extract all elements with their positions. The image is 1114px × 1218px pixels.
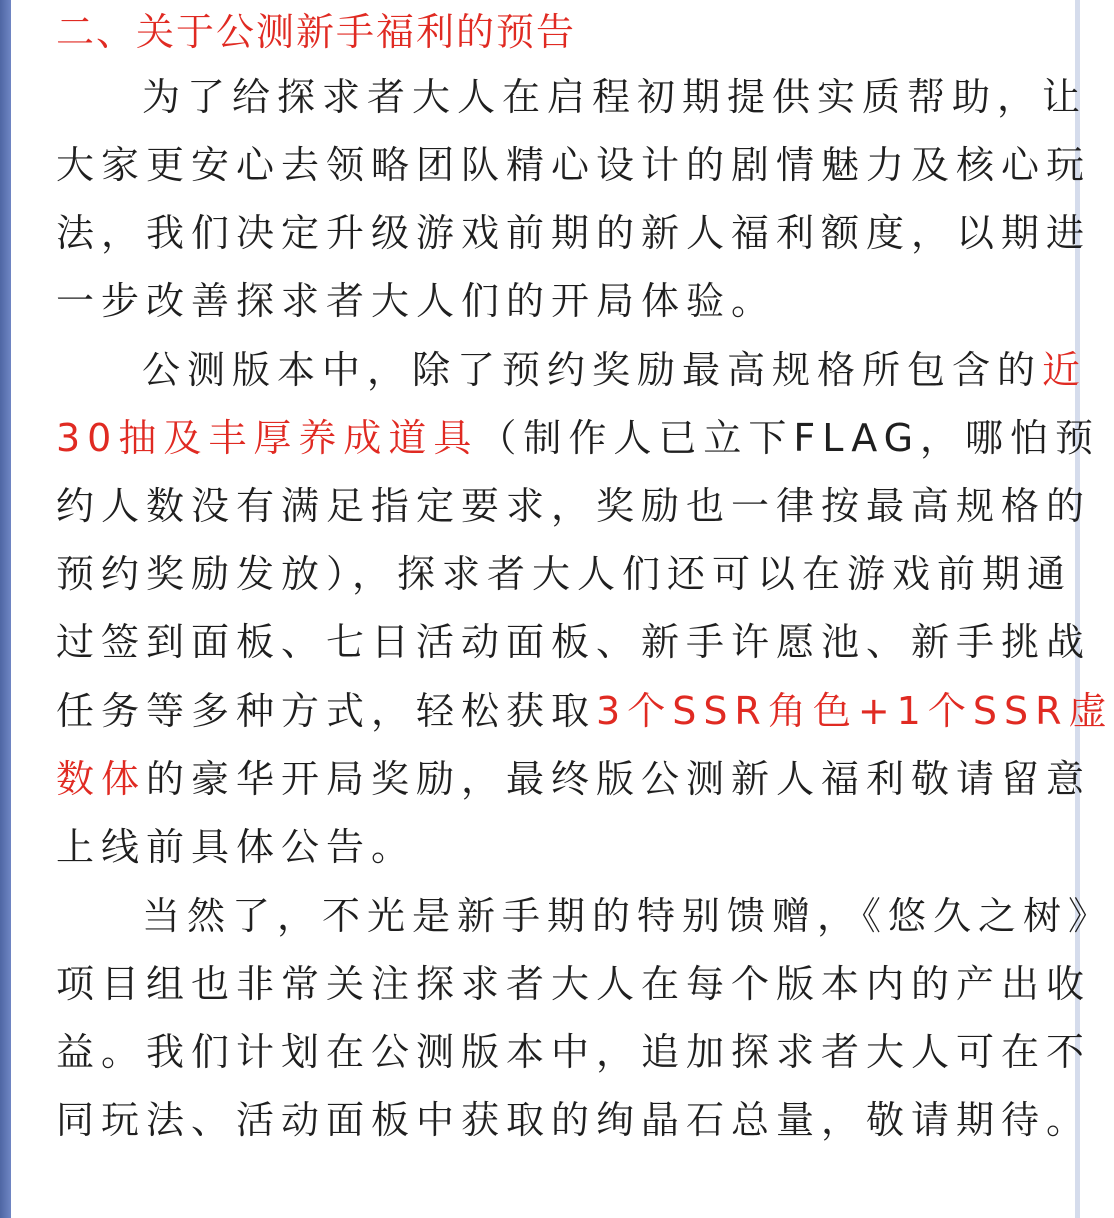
paragraph-2-line-2-text: （制作人已立下FLAG，哪怕预 bbox=[478, 416, 1101, 460]
highlight-text: 3个SSR角色+1个SSR虚 bbox=[596, 689, 1114, 733]
paragraph-2-line-7-text: 的豪华开局奖励，最终版公测新人福利敬请留意 bbox=[146, 757, 1092, 801]
paragraph-3-line-1: 当然了，不光是新手期的特别馈赠，《悠久之树》 bbox=[142, 894, 1114, 938]
paragraph-2-line-1-text: 公测版本中，除了预约奖励最高规格所包含的 bbox=[142, 348, 1043, 392]
paragraph-2-line-5: 过签到面板、七日活动面板、新手许愿池、新手挑战 bbox=[56, 620, 1092, 664]
paragraph-2-line-8: 上线前具体公告。 bbox=[56, 825, 417, 869]
paragraph-1-line-2: 大家更安心去领略团队精心设计的剧情魅力及核心玩 bbox=[56, 143, 1092, 187]
paragraph-2-line-2 bbox=[56, 413, 1100, 463]
paragraph-2-line-3: 约人数没有满足指定要求，奖励也一律按最高规格的 bbox=[56, 484, 1092, 528]
paragraph-3-line-2: 项目组也非常关注探求者大人在每个版本内的产出收 bbox=[56, 962, 1092, 1006]
paragraph-2-line-6 bbox=[56, 686, 1114, 736]
paragraph-1-line-4: 一步改善探求者大人们的开局体验。 bbox=[56, 279, 777, 323]
paragraph-2-line-7 bbox=[56, 754, 1091, 804]
paragraph-2-line-6-text: 任务等多种方式，轻松获取 bbox=[56, 689, 597, 733]
paragraph-1-line-1: 为了给探求者大人在启程初期提供实质帮助，让 bbox=[142, 75, 1088, 119]
highlight-text: 近 bbox=[1042, 348, 1088, 392]
section-heading: 二、关于公测新手福利的预告 bbox=[56, 10, 577, 54]
paragraph-3-line-4: 同玩法、活动面板中获取的绚晶石总量，敬请期待。 bbox=[56, 1098, 1092, 1142]
paragraph-2-line-4: 预约奖励发放），探求者大人们还可以在游戏前期通 bbox=[56, 552, 1073, 596]
paragraph-3-line-3: 益。我们计划在公测版本中，追加探求者大人可在不 bbox=[56, 1030, 1092, 1074]
left-accent-bar bbox=[0, 0, 11, 1218]
highlight-text: 数体 bbox=[56, 757, 147, 801]
paragraph-2-line-1 bbox=[142, 345, 1087, 395]
paragraph-1-line-3: 法，我们决定升级游戏前期的新人福利额度，以期进 bbox=[56, 211, 1092, 255]
highlight-text: 30抽及丰厚养成道具 bbox=[56, 416, 479, 460]
